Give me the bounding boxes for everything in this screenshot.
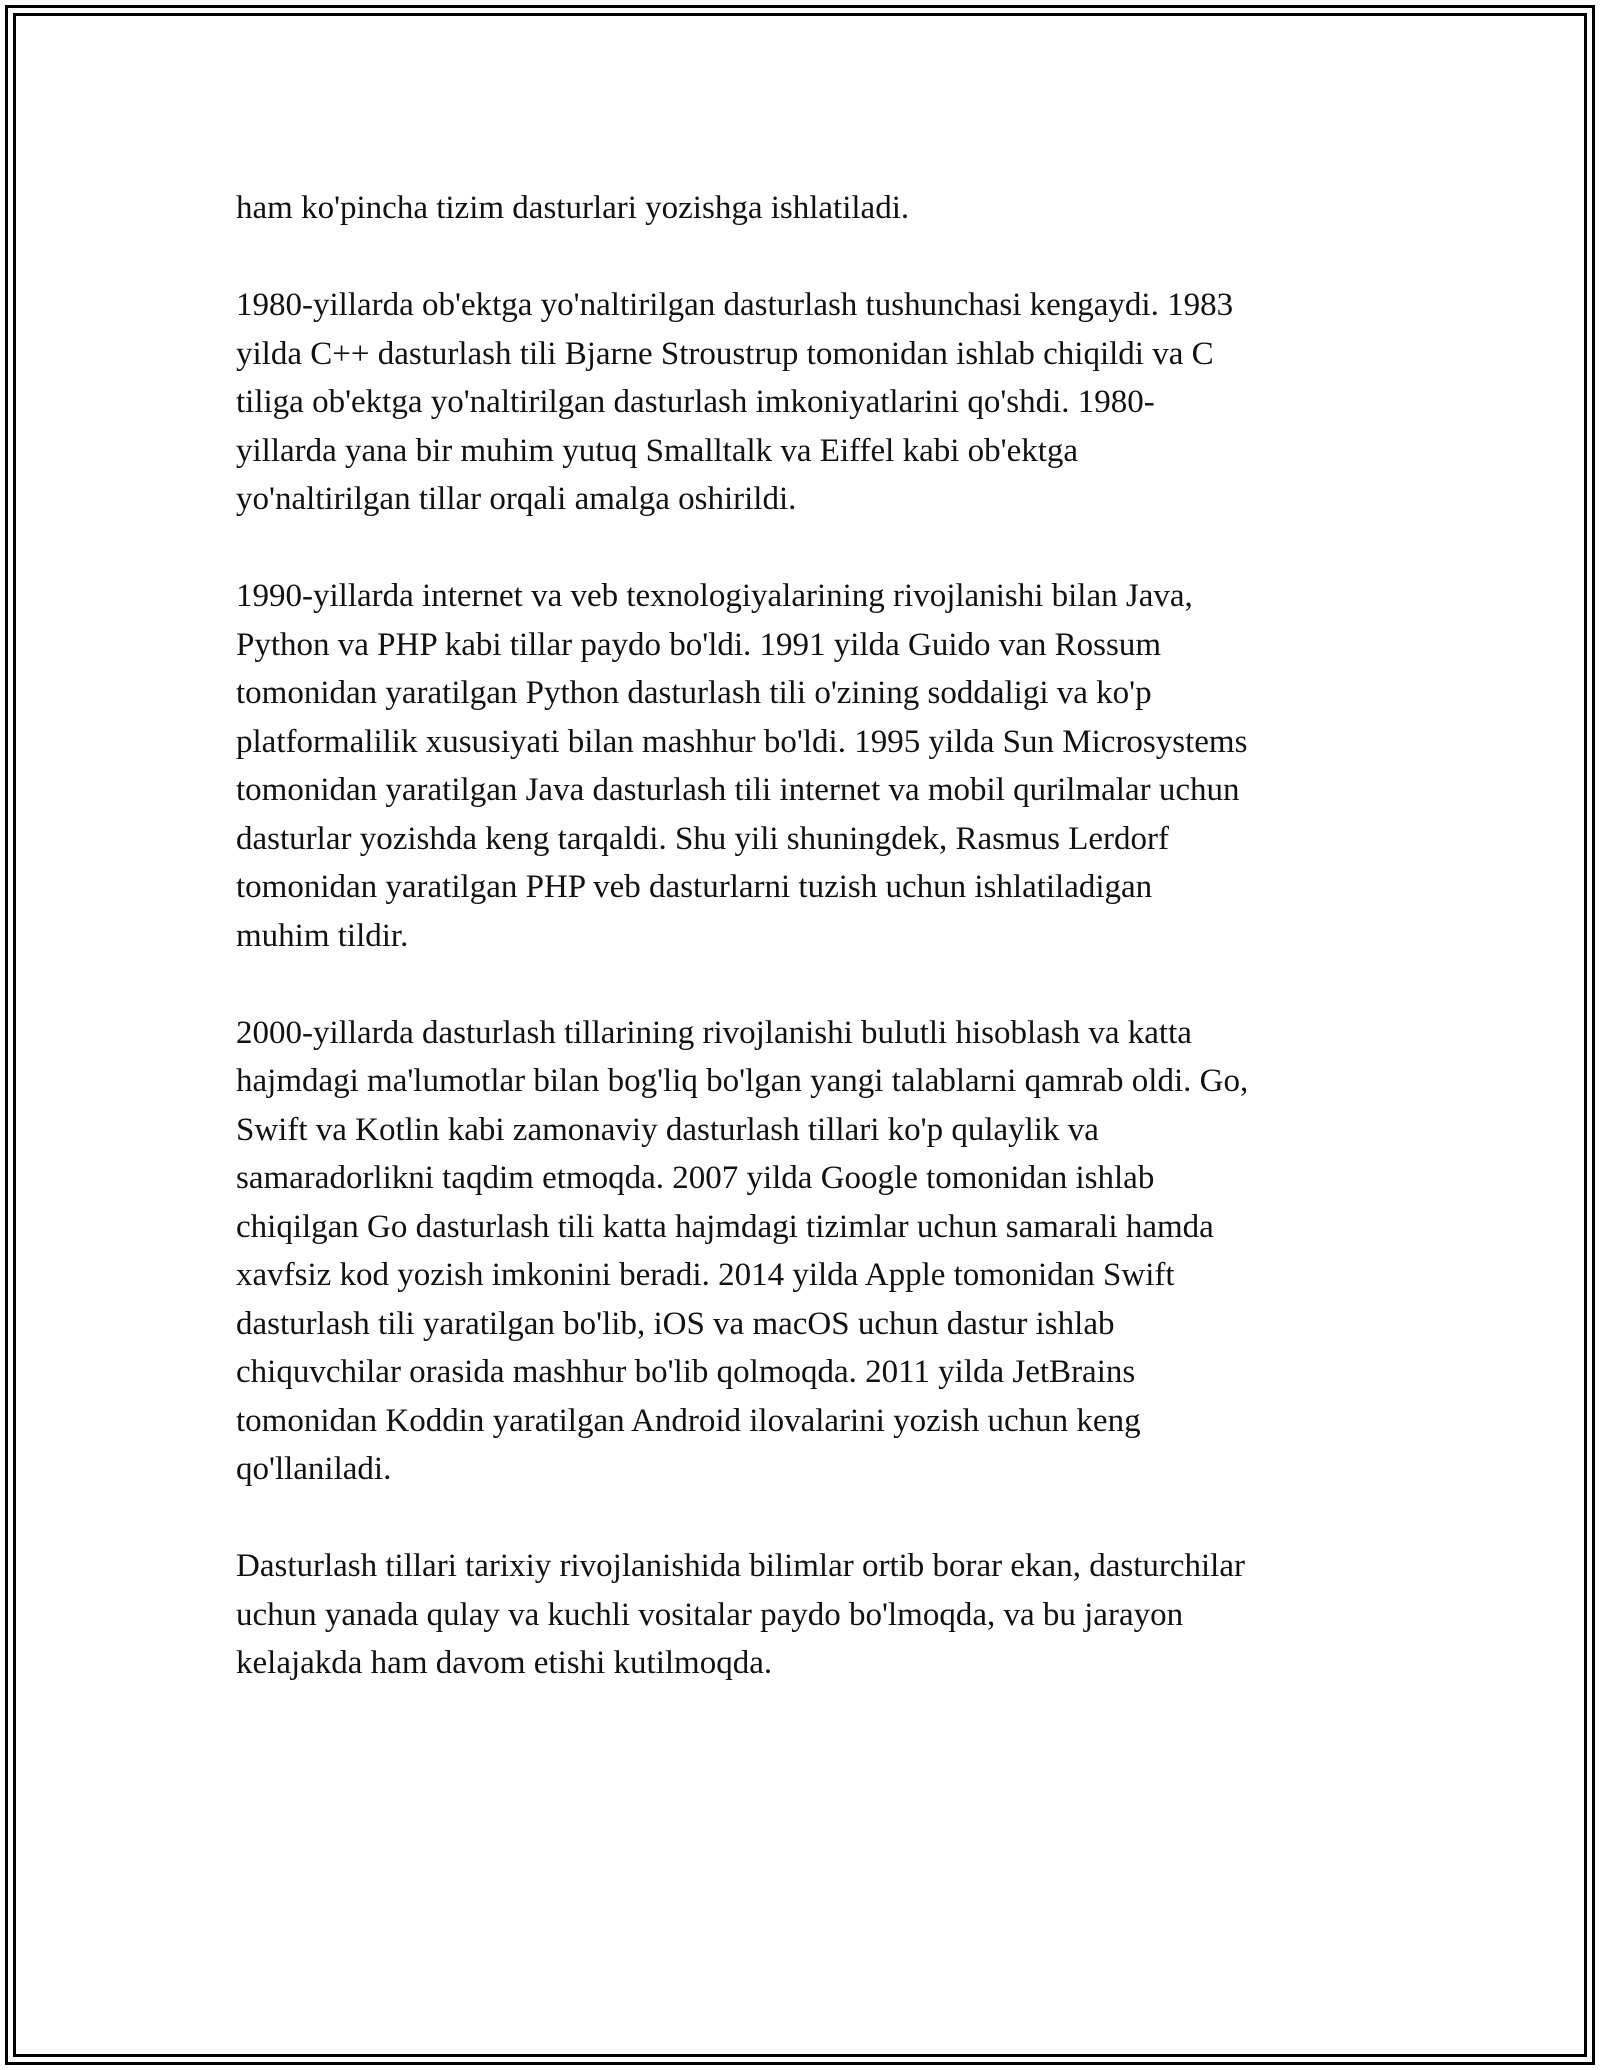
paragraph-2000s: 2000-yillarda dasturlash tillarining rivojlanishi bulutli hisoblash va katta hajmdagi ma'lumotlar bilan bog'liq bo'lgan yangi talablarni qamrab oldi. Go, Swift va Kotlin kabi zamonaviy dasturlash tillari ko'p qulaylik va samaradorlikni taqdim etmoqda. 2007 yilda Google tomonidan ishlab chiqilgan Go dasturlash tili katta hajmdagi tizimlar uchun samarali hamda xavfsiz kod yozish imkonini beradi. 2014 yilda Apple tomonidan Swift dasturlash tili yaratilgan bo'lib, iOS va macOS uchun dastur ishlab chiquvchilar orasida mashhur bo'lib qolmoqda. 2011 yilda JetBrains tomonidan Koddin yaratilgan Android ilovalarini yozish uchun keng qo'llaniladi.	[236, 1014, 1249, 1487]
paragraph-1980s: 1980-yillarda ob'ektga yo'naltirilgan dasturlash tushunchasi kengaydi. 1983 yilda C++ dasturlash tili Bjarne Stroustrup tomonidan ishlab chiqildi va C tiliga ob'ektga yo'naltirilgan dasturlash imkoniyatlarini qo'shdi. 1980- yillarda yana bir muhim yutuq Smalltalk va Eiffel kabi ob'ektga yo'naltirilgan tillar orqali amalga oshirildi.	[236, 287, 1234, 517]
paragraph-intro-continuation: ham ko'pincha tizim dasturlari yozishga ishlatiladi.	[236, 190, 910, 226]
paragraph-conclusion: Dasturlash tillari tarixiy rivojlanishida bilimlar ortib borar ekan, dasturchilar uchun yanada qulay va kuchli vositalar paydo bo'lmoqda, va bu jarayon kelajakda ham davom etishi kutilmoqda.	[236, 1548, 1245, 1681]
paragraph-1990s: 1990-yillarda internet va veb texnologiyalarining rivojlanishi bilan Java, Python va PHP kabi tillar paydo bo'ldi. 1991 yilda Guido van Rossum tomonidan yaratilgan Python dasturlash tili o'zining soddaligi va ko'p platformalilik xususiyati bilan mashhur bo'ldi. 1995 yilda Sun Microsystems tomonidan yaratilgan Java dasturlash tili internet va mobil qurilmalar uchun dasturlar yozishda keng tarqaldi. Shu yili shuningdek, Rasmus Lerdorf tomonidan yaratilgan PHP veb dasturlarni tuzish uchun ishlatiladigan muhim tildir.	[236, 578, 1248, 954]
document-body	[236, 184, 1366, 1688]
